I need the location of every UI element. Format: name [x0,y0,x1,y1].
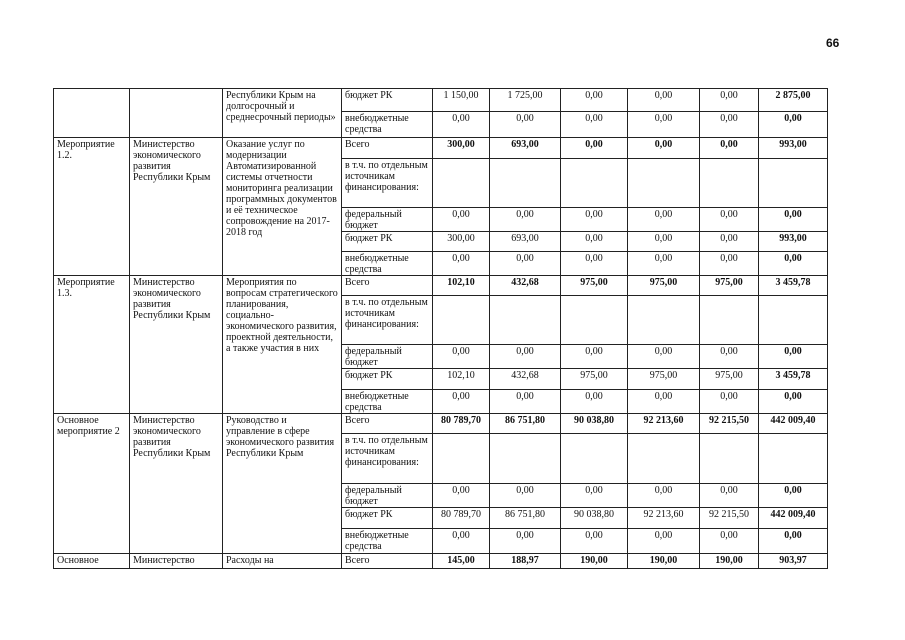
total-cell: 3 459,78 [759,276,828,296]
value-cell: 693,00 [490,232,561,252]
value-cell: 145,00 [433,554,490,569]
value-cell: 0,00 [700,390,759,414]
value-cell: 0,00 [433,252,490,276]
table-row [54,276,828,296]
value-cell: 92 213,60 [628,508,700,529]
value-cell: 0,00 [561,138,628,159]
value-cell: 0,00 [700,232,759,252]
value-cell: 0,00 [490,390,561,414]
total-cell: 0,00 [759,529,828,554]
total-cell: 0,00 [759,345,828,369]
total-cell [759,159,828,208]
value-cell: 80 789,70 [433,508,490,529]
event-cell: Мероприятие 1.2. [54,138,130,276]
value-cell: 188,97 [490,554,561,569]
value-cell: 975,00 [628,369,700,390]
value-cell [561,296,628,345]
value-cell: 0,00 [628,138,700,159]
total-cell: 0,00 [759,484,828,508]
source-cell: внебюджетные средства [342,390,433,414]
source-cell: внебюджетные средства [342,529,433,554]
value-cell: 0,00 [561,232,628,252]
source-cell: федеральный бюджет [342,345,433,369]
source-cell: федеральный бюджет [342,208,433,232]
executor-cell: Министерство экономического развития Республики Крым [130,276,223,414]
value-cell: 0,00 [700,345,759,369]
description-cell: Мероприятия по вопросам стратегического планирования, социально-экономического развития, проектной деятельности, а также участия в них [223,276,342,414]
source-cell: бюджет РК [342,232,433,252]
value-cell: 0,00 [490,208,561,232]
value-cell: 0,00 [561,390,628,414]
value-cell [433,159,490,208]
executor-cell: Министерство экономического развития Республики Крым [130,138,223,276]
source-cell: в т.ч. по отдельным источникам финансирования: [342,159,433,208]
total-cell: 442 009,40 [759,414,828,434]
value-cell: 0,00 [433,484,490,508]
table-row [54,138,828,159]
source-cell: внебюджетные средства [342,252,433,276]
value-cell [433,296,490,345]
value-cell: 975,00 [700,276,759,296]
executor-cell [130,89,223,138]
total-cell: 0,00 [759,390,828,414]
value-cell [628,296,700,345]
value-cell: 0,00 [700,112,759,138]
value-cell: 432,68 [490,369,561,390]
table-row [54,89,828,112]
table-row [54,414,828,434]
event-cell: Основное мероприятие 2 [54,414,130,554]
value-cell: 90 038,80 [561,414,628,434]
value-cell: 0,00 [628,208,700,232]
value-cell: 0,00 [490,484,561,508]
value-cell: 80 789,70 [433,414,490,434]
description-cell: Оказание услуг по модернизации Автоматизированной системы отчетности мониторинга реализации программных документов и её техническое сопровождение на 2017-2018 год [223,138,342,276]
value-cell: 975,00 [561,369,628,390]
value-cell: 693,00 [490,138,561,159]
executor-cell: Министерство [130,554,223,569]
value-cell: 0,00 [433,345,490,369]
value-cell: 0,00 [561,112,628,138]
total-cell: 2 875,00 [759,89,828,112]
description-cell: Республики Крым на долгосрочный и среднесрочный периоды» [223,89,342,138]
value-cell [490,434,561,484]
value-cell: 0,00 [433,390,490,414]
event-cell: Мероприятие 1.3. [54,276,130,414]
value-cell: 190,00 [561,554,628,569]
value-cell: 1 725,00 [490,89,561,112]
value-cell: 0,00 [561,89,628,112]
total-cell [759,434,828,484]
source-cell: в т.ч. по отдельным источникам финансирования: [342,434,433,484]
value-cell: 190,00 [628,554,700,569]
value-cell: 92 215,50 [700,508,759,529]
description-cell: Расходы на [223,554,342,569]
value-cell: 0,00 [490,112,561,138]
value-cell: 300,00 [433,232,490,252]
source-cell: внебюджетные средства [342,112,433,138]
value-cell: 0,00 [700,138,759,159]
value-cell: 975,00 [628,276,700,296]
value-cell [628,159,700,208]
value-cell: 0,00 [700,529,759,554]
total-cell: 0,00 [759,252,828,276]
value-cell: 0,00 [628,390,700,414]
value-cell [490,159,561,208]
total-cell: 0,00 [759,112,828,138]
value-cell: 102,10 [433,276,490,296]
value-cell: 0,00 [433,529,490,554]
total-cell: 3 459,78 [759,369,828,390]
source-cell: Всего [342,414,433,434]
value-cell: 0,00 [628,112,700,138]
event-cell [54,89,130,138]
budget-table [53,88,828,569]
value-cell [433,434,490,484]
total-cell: 0,00 [759,208,828,232]
table-row [54,554,828,569]
value-cell: 0,00 [628,232,700,252]
value-cell [490,296,561,345]
value-cell: 300,00 [433,138,490,159]
value-cell [628,434,700,484]
value-cell: 0,00 [490,252,561,276]
value-cell: 0,00 [490,345,561,369]
description-cell: Руководство и управление в сфере экономического развития Республики Крым [223,414,342,554]
source-cell: в т.ч. по отдельным источникам финансирования: [342,296,433,345]
value-cell: 0,00 [561,252,628,276]
value-cell: 190,00 [700,554,759,569]
value-cell: 0,00 [433,112,490,138]
value-cell: 0,00 [628,252,700,276]
value-cell: 0,00 [700,484,759,508]
event-cell: Основное [54,554,130,569]
value-cell [561,434,628,484]
value-cell: 92 215,50 [700,414,759,434]
value-cell: 0,00 [561,345,628,369]
value-cell: 975,00 [700,369,759,390]
total-cell: 993,00 [759,232,828,252]
value-cell: 0,00 [561,208,628,232]
source-cell: Всего [342,138,433,159]
value-cell [700,296,759,345]
value-cell [700,159,759,208]
value-cell: 975,00 [561,276,628,296]
source-cell: федеральный бюджет [342,484,433,508]
value-cell: 0,00 [561,484,628,508]
executor-cell: Министерство экономического развития Республики Крым [130,414,223,554]
budget-table-body [54,89,828,569]
total-cell: 442 009,40 [759,508,828,529]
value-cell: 0,00 [700,208,759,232]
value-cell: 432,68 [490,276,561,296]
value-cell [700,434,759,484]
value-cell: 0,00 [628,89,700,112]
value-cell: 0,00 [700,89,759,112]
value-cell: 86 751,80 [490,414,561,434]
value-cell [561,159,628,208]
value-cell: 0,00 [628,529,700,554]
source-cell: бюджет РК [342,369,433,390]
total-cell: 903,97 [759,554,828,569]
source-cell: бюджет РК [342,508,433,529]
value-cell: 0,00 [433,208,490,232]
source-cell: Всего [342,554,433,569]
value-cell: 0,00 [628,484,700,508]
value-cell: 0,00 [490,529,561,554]
total-cell [759,296,828,345]
value-cell: 86 751,80 [490,508,561,529]
value-cell: 0,00 [700,252,759,276]
source-cell: бюджет РК [342,89,433,112]
value-cell: 0,00 [628,345,700,369]
value-cell: 90 038,80 [561,508,628,529]
value-cell: 0,00 [561,529,628,554]
value-cell: 1 150,00 [433,89,490,112]
page-number: 66 [826,36,840,50]
value-cell: 102,10 [433,369,490,390]
total-cell: 993,00 [759,138,828,159]
source-cell: Всего [342,276,433,296]
value-cell: 92 213,60 [628,414,700,434]
